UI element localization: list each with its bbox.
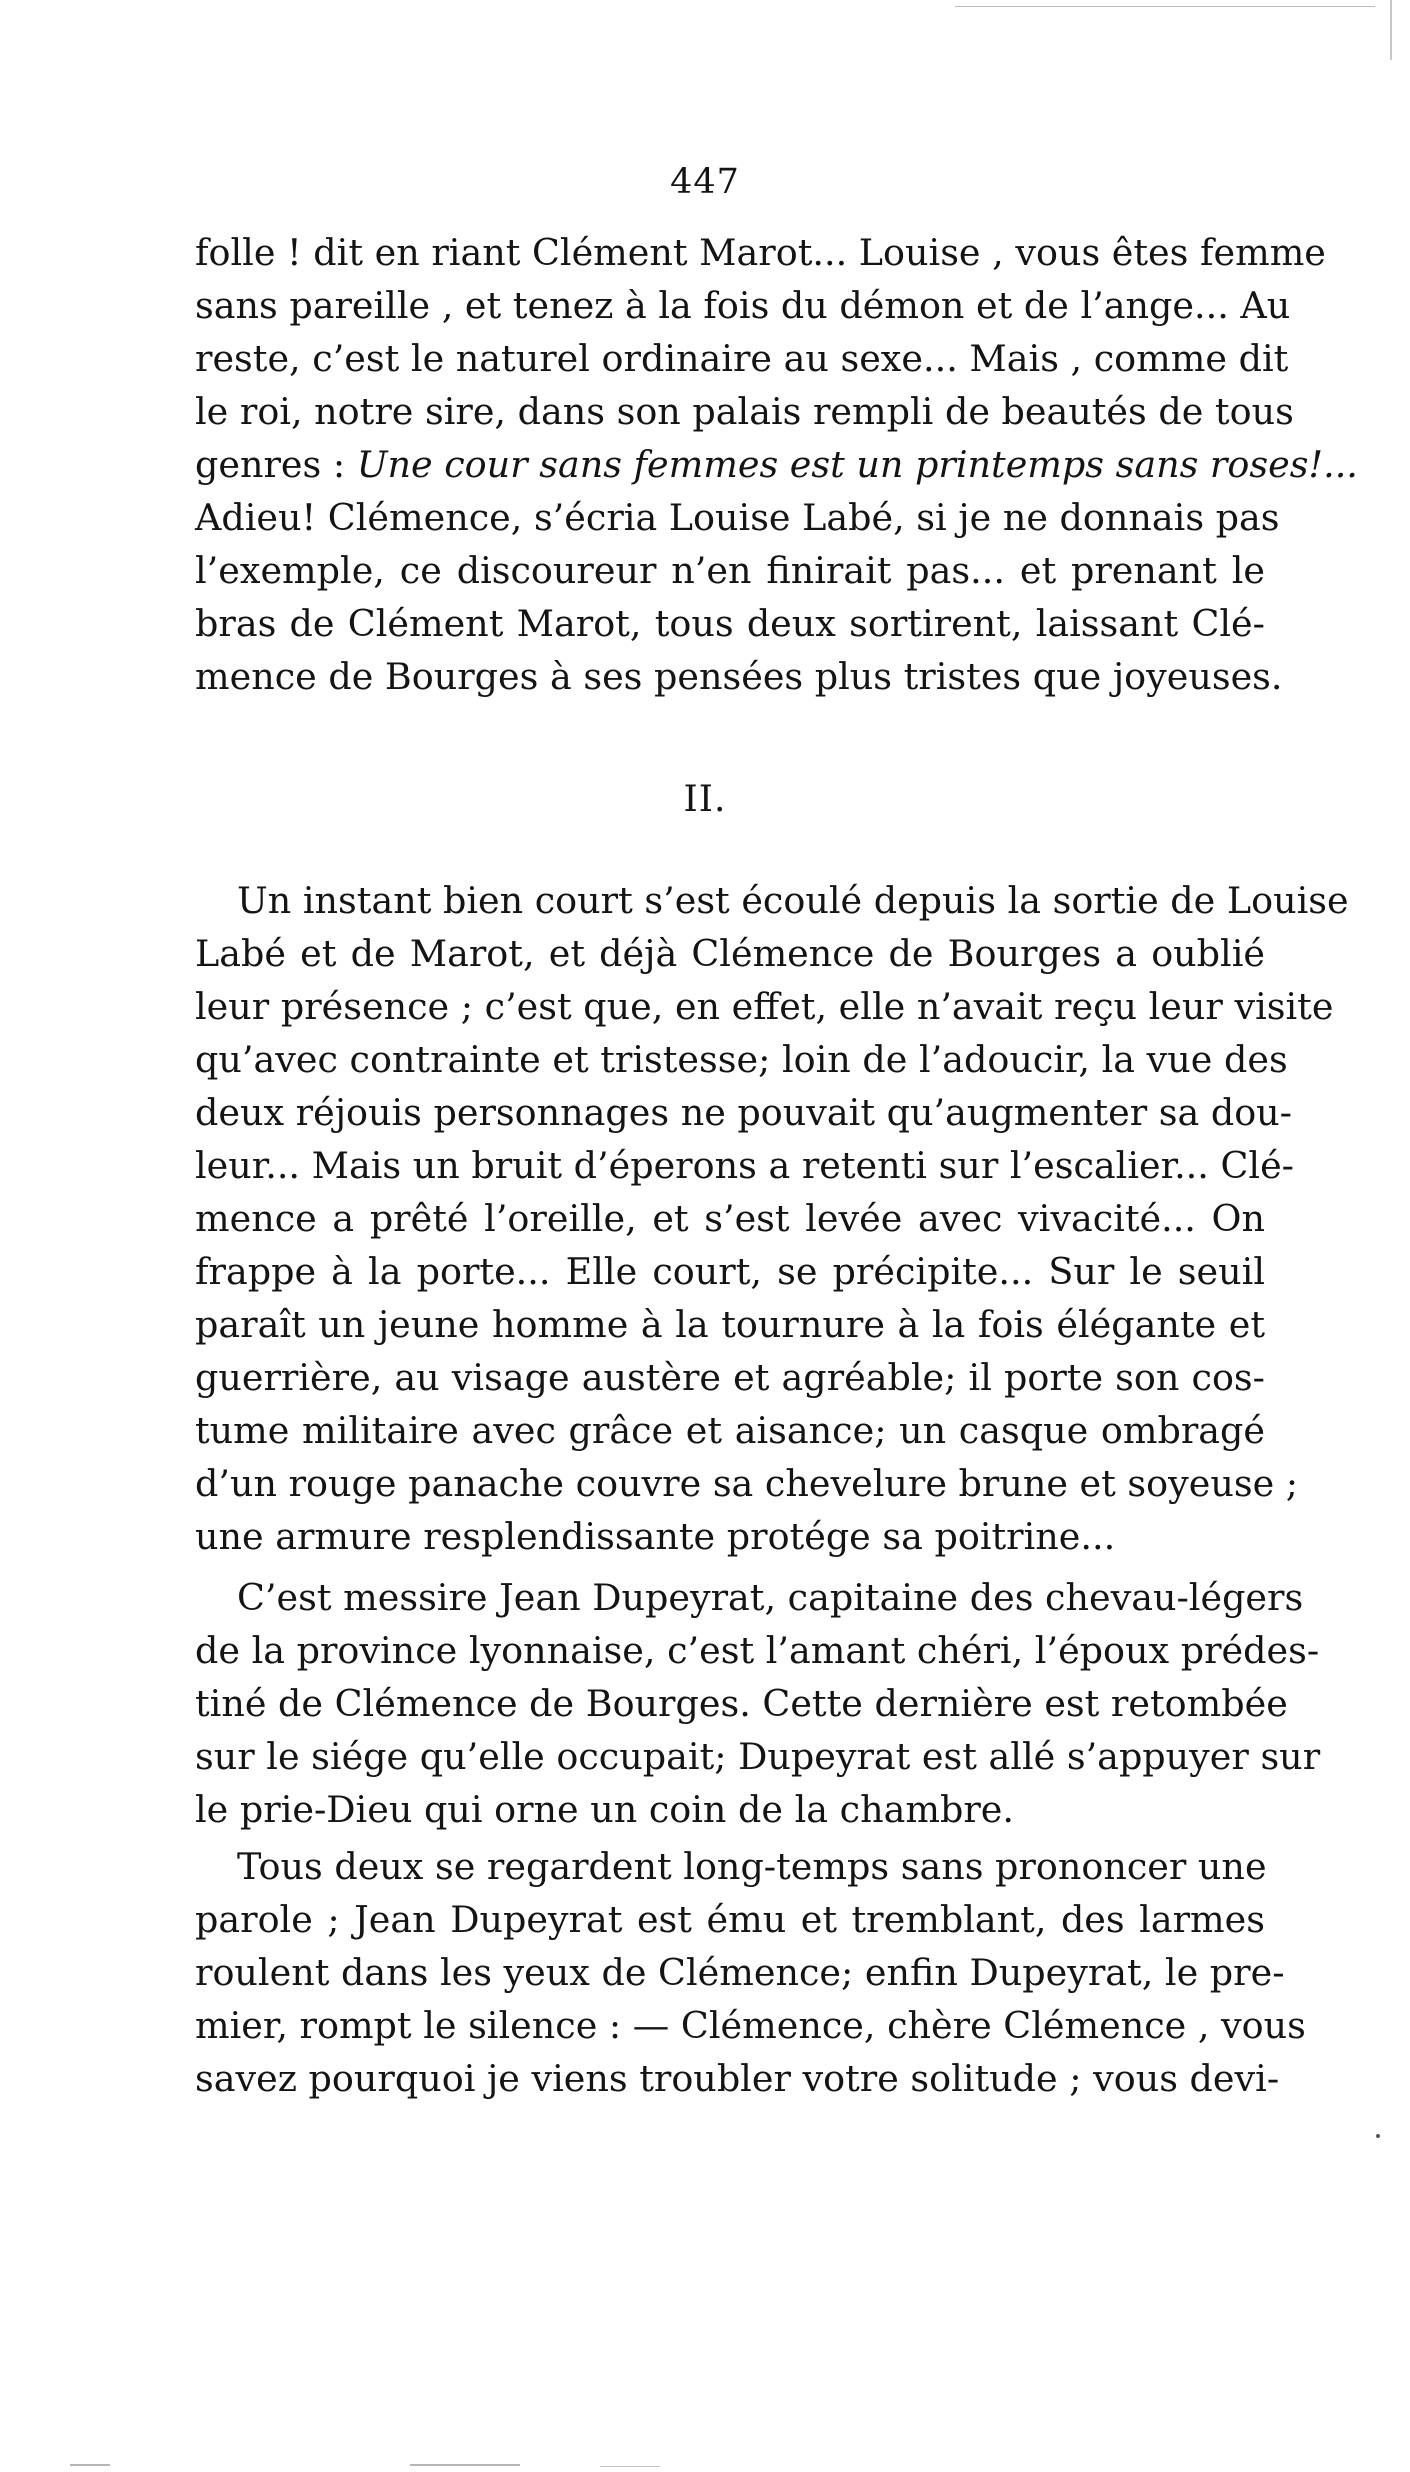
text-line: d’un rouge panache couvre sa chevelure brune et soyeuse ;: [195, 1462, 1299, 1505]
text-line: leur présence ; c’est que, en effet, elle n’avait reçu leur visite: [195, 985, 1334, 1028]
text-line: le roi, notre sire, dans son palais rempli de beautés de tous: [195, 390, 1294, 433]
text-line: sans pareille , et tenez à la fois du démon et de l’ange... Au: [195, 284, 1291, 327]
scan-edge-mark: [410, 2464, 520, 2466]
text-line: Un instant bien court s’est écoulé depuis la sortie de Louise: [237, 879, 1349, 922]
text-line-with-quote: [195, 438, 1358, 491]
text-line: reste, c’est le naturel ordinaire au sexe... Mais , comme dit: [195, 337, 1289, 380]
scan-edge-mark: [1390, 0, 1392, 60]
italic-quote: Une cour sans femmes est un printemps sans roses!...: [356, 443, 1358, 486]
text-line: sur le siége qu’elle occupait; Dupeyrat est allé s’appuyer sur: [195, 1735, 1321, 1778]
text-line: le prie-Dieu qui orne un coin de la chambre.: [195, 1788, 1014, 1831]
scan-edge-mark: [600, 2466, 660, 2467]
text-line: une armure resplendissante protége sa poitrine...: [195, 1515, 1116, 1558]
text-line: C’est messire Jean Dupeyrat, capitaine des chevau-légers: [237, 1576, 1304, 1619]
text-line: Adieu! Clémence, s’écria Louise Labé, si je ne donnais pas: [195, 496, 1280, 539]
text-line: savez pourquoi je viens troubler votre solitude ; vous devi-: [195, 2057, 1280, 2100]
text-line: paraît un jeune homme à la tournure à la fois élégante et: [195, 1303, 1265, 1346]
paragraph-1: [195, 226, 1358, 703]
text-line: frappe à la porte... Elle court, se précipite... Sur le seuil: [195, 1250, 1265, 1293]
scan-speck: [1376, 2134, 1380, 2138]
text-line: mier, rompt le silence : — Clémence, chère Clémence , vous: [195, 2004, 1306, 2047]
text-line: qu’avec contrainte et tristesse; loin de l’adoucir, la vue des: [195, 1038, 1288, 1081]
scan-edge-mark: [955, 6, 1375, 7]
paragraph-4: [195, 1840, 1306, 2105]
text-line: guerrière, au visage austère et agréable; il porte son cos-: [195, 1356, 1265, 1399]
text-line: l’exemple, ce discoureur n’en finirait pas... et prenant le: [195, 549, 1265, 592]
text-line: bras de Clément Marot, tous deux sortirent, laissant Clé-: [195, 602, 1265, 645]
text-line: de la province lyonnaise, c’est l’amant chéri, l’époux prédes-: [195, 1629, 1320, 1672]
scan-edge-mark: [70, 2464, 110, 2466]
text-line: roulent dans les yeux de Clémence; enfin Dupeyrat, le pre-: [195, 1951, 1285, 1994]
text-line: mence a prêté l’oreille, et s’est levée avec vivacité... On: [195, 1197, 1265, 1240]
text-line: deux réjouis personnages ne pouvait qu’augmenter sa dou-: [195, 1091, 1293, 1134]
text-line: mence de Bourges à ses pensées plus tristes que joyeuses.: [195, 655, 1283, 698]
text-line: folle ! dit en riant Clément Marot... Louise , vous êtes femme: [195, 231, 1326, 274]
text-line: Labé et de Marot, et déjà Clémence de Bourges a oublié: [195, 932, 1265, 975]
paragraph-2: [195, 874, 1349, 1563]
text-fragment: genres :: [195, 443, 357, 486]
text-line: Tous deux se regardent long-temps sans prononcer une: [237, 1845, 1267, 1888]
section-heading: II.: [683, 779, 727, 820]
text-line: leur... Mais un bruit d’éperons a retenti sur l’escalier... Clé-: [195, 1144, 1295, 1187]
page-number: 447: [670, 162, 740, 202]
text-line: tume militaire avec grâce et aisance; un casque ombragé: [195, 1409, 1265, 1452]
text-line: tiné de Clémence de Bourges. Cette dernière est retombée: [195, 1682, 1288, 1725]
paragraph-3: [195, 1571, 1321, 1836]
text-line: parole ; Jean Dupeyrat est ému et tremblant, des larmes: [195, 1898, 1265, 1941]
